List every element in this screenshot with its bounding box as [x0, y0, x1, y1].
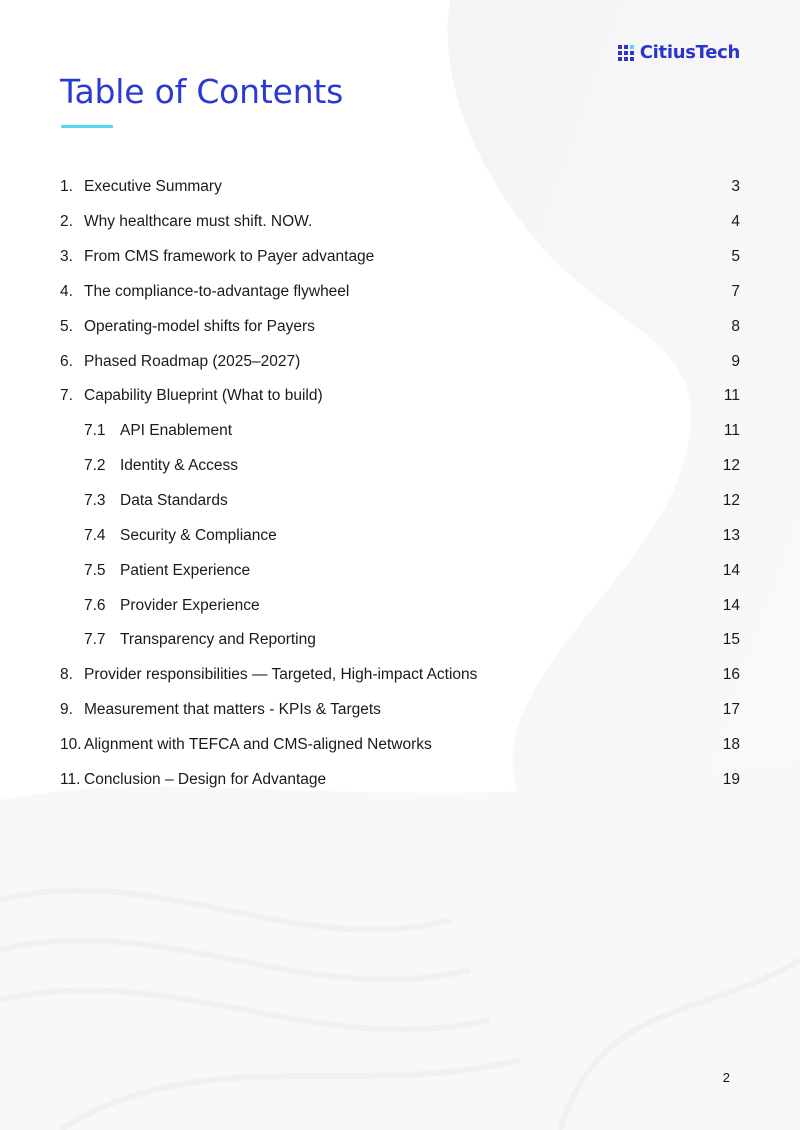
toc-entry-page: 16	[722, 666, 740, 684]
toc-entry-label: Measurement that matters - KPIs & Targets	[84, 701, 381, 719]
toc-entry-label: Operating-model shifts for Payers	[84, 317, 315, 335]
toc-entry[interactable]	[60, 762, 740, 797]
toc-entry-label: The compliance-to-advantage flywheel	[84, 282, 350, 300]
toc-entry-page: 19	[722, 770, 740, 788]
toc-entry-label: Provider Experience	[120, 596, 260, 614]
toc-entry[interactable]	[60, 240, 740, 275]
toc-entry-number: 6.	[60, 352, 73, 370]
toc-entry-number: 3.	[60, 248, 73, 266]
toc-entry-label: Conclusion – Design for Advantage	[84, 770, 327, 788]
toc-entry-label: API Enablement	[120, 422, 233, 440]
toc-entry-number: 7.1	[84, 422, 106, 440]
toc-subentry[interactable]	[60, 623, 740, 658]
toc-entry[interactable]	[60, 344, 740, 379]
toc-entry-label: Alignment with TEFCA and CMS-aligned Networks	[84, 735, 432, 753]
toc-entry-page: 11	[723, 422, 740, 440]
toc-entry-page: 7	[731, 282, 740, 300]
toc-entry-label: Phased Roadmap (2025–2027)	[84, 352, 301, 370]
toc-entry-label: Patient Experience	[120, 561, 251, 579]
toc-entry-page: 13	[722, 526, 740, 544]
toc-entry-page: 9	[731, 352, 740, 370]
toc-entry[interactable]	[60, 658, 740, 693]
toc-entry[interactable]	[60, 309, 740, 344]
toc-entry-number: 2.	[60, 213, 73, 231]
toc-subentry[interactable]	[60, 588, 740, 623]
toc-entry-label: Transparency and Reporting	[120, 631, 316, 649]
toc-entry-page: 11	[723, 387, 740, 405]
toc-entry-label: Provider responsibilities — Targeted, High-impact Actions	[84, 666, 478, 684]
toc-entry-label: Data Standards	[120, 492, 228, 510]
toc-entry[interactable]	[60, 728, 740, 763]
toc-subentry[interactable]	[60, 518, 740, 553]
toc-entry-page: 4	[731, 213, 740, 231]
toc-entry-page: 15	[722, 631, 740, 649]
toc-entry-number: 7.6	[84, 596, 106, 614]
toc-subentry[interactable]	[60, 414, 740, 449]
toc-entry-page: 8	[731, 317, 740, 335]
toc-entry[interactable]	[60, 205, 740, 240]
toc-entry[interactable]	[60, 275, 740, 310]
toc-entry-label: Security & Compliance	[120, 526, 277, 544]
toc-entry-number: 7.2	[84, 457, 106, 475]
toc-entry-number: 10.	[60, 735, 82, 753]
toc-subentry[interactable]	[60, 484, 740, 519]
toc-entry-label: Capability Blueprint (What to build)	[84, 387, 323, 405]
toc-entry-number: 7.3	[84, 492, 106, 510]
toc-entry-number: 4.	[60, 282, 73, 300]
toc-entry-number: 5.	[60, 317, 73, 335]
toc-entry-number: 7.4	[84, 526, 106, 544]
toc-entry-page: 12	[722, 457, 740, 475]
toc-entry-label: Executive Summary	[84, 178, 222, 196]
toc-entry-page: 14	[722, 561, 740, 579]
toc-entry-number: 7.7	[84, 631, 106, 649]
toc-entry-number: 7.	[60, 387, 73, 405]
toc-entry-number: 8.	[60, 666, 73, 684]
page-number: 2	[722, 1070, 730, 1085]
toc-entry-label: Identity & Access	[120, 457, 239, 475]
toc-entry-page: 12	[722, 492, 740, 510]
brand-name: CitiusTech	[639, 42, 740, 63]
toc-entry[interactable]	[60, 693, 740, 728]
toc-subentry[interactable]	[60, 553, 740, 588]
title-underline	[61, 125, 113, 128]
toc-entry-page: 14	[722, 596, 740, 614]
toc-entry-page: 18	[722, 735, 740, 753]
toc-entry[interactable]	[60, 170, 740, 205]
toc-entry-label: Why healthcare must shift. NOW.	[84, 213, 313, 231]
toc-entry[interactable]	[60, 379, 740, 414]
toc-entry-page: 3	[731, 178, 740, 196]
toc-entry-label: From CMS framework to Payer advantage	[84, 248, 375, 266]
toc-entry-number: 7.5	[84, 561, 106, 579]
brand-logo	[618, 42, 740, 63]
toc-entry-number: 1.	[60, 178, 73, 196]
toc-subentry[interactable]	[60, 449, 740, 484]
toc-entry-number: 9.	[60, 701, 73, 719]
citiustech-logo-icon	[618, 45, 634, 61]
page-title: Table of Contents	[60, 72, 344, 111]
toc-entry-number: 11.	[60, 770, 81, 788]
toc-entry-page: 5	[731, 248, 740, 266]
table-of-contents	[60, 170, 740, 797]
toc-entry-page: 17	[722, 701, 740, 719]
